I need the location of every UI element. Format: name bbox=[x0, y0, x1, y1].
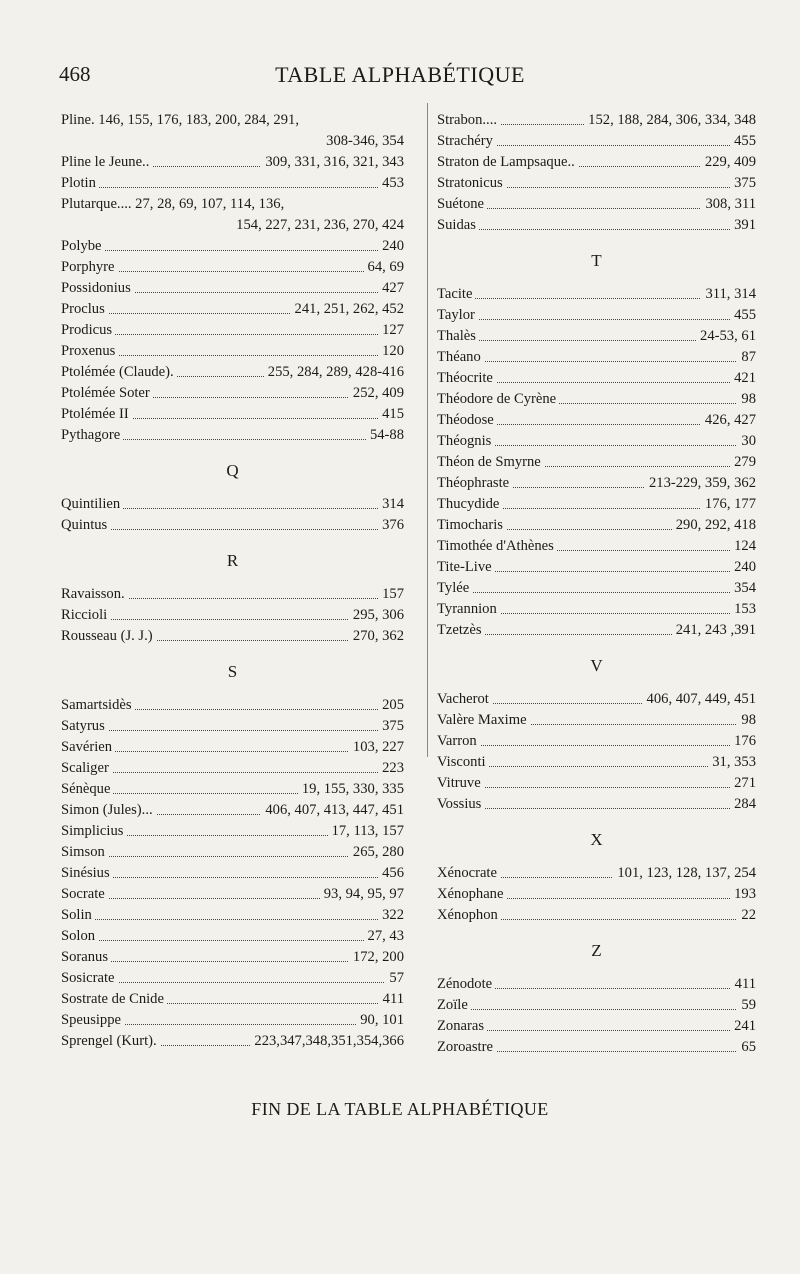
entry-pages: 240 bbox=[730, 557, 756, 578]
index-entry bbox=[437, 305, 756, 326]
index-entry bbox=[61, 863, 404, 884]
entry-name: Ravaisson. bbox=[61, 586, 128, 602]
entry-name: Visconti bbox=[437, 754, 489, 770]
index-entry bbox=[61, 758, 404, 779]
entry-pages: 411 bbox=[379, 989, 404, 1010]
letter-heading-s: S bbox=[227, 662, 238, 681]
entry-name: Théodore de Cyrène bbox=[437, 391, 559, 407]
entry-pages: 65 bbox=[737, 1037, 756, 1058]
entry-pages: 455 bbox=[730, 305, 756, 326]
entry-pages: 146, 155, 176, 183, 200, 284, 291, bbox=[94, 112, 299, 128]
page-title: TABLE ALPHABÉTIQUE bbox=[275, 62, 525, 87]
entry-name: Stratonicus bbox=[437, 175, 506, 191]
entry-name: Suétone bbox=[437, 196, 487, 212]
entry-name: Xénocrate bbox=[437, 865, 500, 881]
entry-name: Vitruve bbox=[437, 775, 484, 791]
entry-name: Suidas bbox=[437, 217, 479, 233]
index-entry bbox=[61, 494, 404, 515]
index-entry bbox=[437, 431, 756, 452]
entry-pages: 391 bbox=[730, 215, 756, 236]
page-number: 468 bbox=[59, 62, 91, 86]
entry-pages: 375 bbox=[378, 716, 404, 737]
entry-pages: 241, 243 ,391 bbox=[672, 620, 756, 641]
entry-pages: 205 bbox=[378, 695, 404, 716]
entry-pages: 120 bbox=[378, 341, 404, 362]
index-entry bbox=[437, 452, 756, 473]
index-entry bbox=[437, 794, 756, 815]
letter-heading-v: V bbox=[590, 656, 603, 675]
index-entry bbox=[61, 173, 404, 194]
entry-pages: 271 bbox=[730, 773, 756, 794]
entry-name: Vacherot bbox=[437, 691, 492, 707]
entry-name: Zénodote bbox=[437, 976, 495, 992]
entry-pages: 172, 200 bbox=[349, 947, 404, 968]
entry-name: Satyrus bbox=[61, 718, 108, 734]
entry-pages: 311, 314 bbox=[701, 284, 756, 305]
entry-pages: 453 bbox=[378, 173, 404, 194]
index-entry bbox=[437, 215, 756, 236]
index-entry bbox=[437, 131, 756, 152]
entry-name: Tzetzès bbox=[437, 622, 485, 638]
entry-pages: 309, 331, 316, 321, 343 bbox=[261, 152, 404, 173]
index-entry bbox=[437, 620, 756, 641]
section-v bbox=[437, 689, 756, 815]
dot-leader bbox=[437, 1009, 756, 1010]
index-entry bbox=[437, 863, 756, 884]
entry-pages: 152, 188, 284, 306, 334, 348 bbox=[584, 110, 756, 131]
letter-heading-q: Q bbox=[226, 461, 239, 480]
index-entry bbox=[437, 557, 756, 578]
entry-name: Possidonius bbox=[61, 280, 134, 296]
index-entry bbox=[437, 1016, 756, 1037]
right-column bbox=[437, 110, 756, 1058]
entry-pages: 93, 94, 95, 97 bbox=[320, 884, 404, 905]
entry-name: Strachéry bbox=[437, 133, 496, 149]
entry-name: Ptolémée II bbox=[61, 406, 132, 422]
index-entry bbox=[437, 515, 756, 536]
section-s-continued bbox=[437, 110, 756, 236]
index-entry bbox=[61, 695, 404, 716]
left-column bbox=[61, 110, 404, 1052]
letter-heading-z: Z bbox=[591, 941, 602, 960]
index-entry bbox=[61, 821, 404, 842]
index-entry bbox=[61, 605, 404, 626]
entry-name: Prodicus bbox=[61, 322, 115, 338]
section-z bbox=[437, 974, 756, 1058]
entry-pages: 101, 123, 128, 137, 254 bbox=[613, 863, 756, 884]
entry-name: Vossius bbox=[437, 796, 484, 812]
entry-pages: 456 bbox=[378, 863, 404, 884]
index-entry bbox=[437, 536, 756, 557]
section-x bbox=[437, 863, 756, 926]
entry-pages: 54-88 bbox=[366, 425, 404, 446]
entry-pages: 157 bbox=[378, 584, 404, 605]
index-entry bbox=[61, 362, 404, 383]
entry-pages: 176, 177 bbox=[701, 494, 756, 515]
entry-name: Sosicrate bbox=[61, 970, 118, 986]
entry-name: Ptolémée (Claude). bbox=[61, 364, 177, 380]
entry-pages: 279 bbox=[730, 452, 756, 473]
entry-name: Proxenus bbox=[61, 343, 118, 359]
entry-pages: 193 bbox=[730, 884, 756, 905]
index-entry bbox=[437, 599, 756, 620]
entry-pages: 27, 28, 69, 107, 114, 136, bbox=[131, 196, 285, 212]
entry-name: Polybe bbox=[61, 238, 105, 254]
entry-pages: 223 bbox=[378, 758, 404, 779]
entry-name: Tite-Live bbox=[437, 559, 495, 575]
entry-name: Théocrite bbox=[437, 370, 496, 386]
entry-pages: 255, 284, 289, 428-416 bbox=[264, 362, 404, 383]
entry-name: Savérien bbox=[61, 739, 115, 755]
index-entry bbox=[61, 926, 404, 947]
section-r bbox=[61, 584, 404, 647]
index-entry bbox=[437, 905, 756, 926]
entry-name: Samartsidès bbox=[61, 697, 135, 713]
entry-pages: 24-53, 61 bbox=[696, 326, 756, 347]
entry-name: Proclus bbox=[61, 301, 108, 317]
end-of-index-note: FIN DE LA TABLE ALPHABÉTIQUE bbox=[251, 1099, 549, 1119]
entry-pages: 124 bbox=[730, 536, 756, 557]
index-entry bbox=[61, 947, 404, 968]
dot-leader bbox=[437, 229, 756, 230]
entry-pages: 415 bbox=[378, 404, 404, 425]
entry-pages: 455 bbox=[730, 131, 756, 152]
entry-name: Théodose bbox=[437, 412, 497, 428]
entry-pages: 98 bbox=[737, 710, 756, 731]
entry-name: Thalès bbox=[437, 328, 479, 344]
entry-name: Sostrate de Cnide bbox=[61, 991, 167, 1007]
dot-leader bbox=[437, 787, 756, 788]
index-entry bbox=[61, 278, 404, 299]
entry-name: Solin bbox=[61, 907, 95, 923]
index-entry bbox=[437, 710, 756, 731]
entry-pages: 22 bbox=[737, 905, 756, 926]
entry-pages: 103, 227 bbox=[349, 737, 404, 758]
entry-pages: 426, 427 bbox=[701, 410, 756, 431]
entry-name: Zonaras bbox=[437, 1018, 487, 1034]
entry-name: Valère Maxime bbox=[437, 712, 530, 728]
section-p-continued bbox=[61, 110, 404, 446]
entry-pages: 31, 353 bbox=[708, 752, 756, 773]
index-entry bbox=[61, 716, 404, 737]
entry-pages: 322 bbox=[378, 905, 404, 926]
index-entry bbox=[61, 152, 404, 173]
dot-leader bbox=[437, 319, 756, 320]
entry-pages: 421 bbox=[730, 368, 756, 389]
entry-name: Strabon.... bbox=[437, 112, 500, 128]
index-entry bbox=[61, 257, 404, 278]
entry-name: Sénèque bbox=[61, 781, 113, 797]
dot-leader bbox=[61, 250, 404, 251]
entry-pages: 213-229, 359, 362 bbox=[645, 473, 756, 494]
entry-pages: 64, 69 bbox=[364, 257, 404, 278]
entry-pages: 295, 306 bbox=[349, 605, 404, 626]
entry-pages: 176 bbox=[730, 731, 756, 752]
entry-pages: 240 bbox=[378, 236, 404, 257]
entry-pages-continued: 308-346, 354 bbox=[326, 133, 404, 149]
entry-name: Solon bbox=[61, 928, 98, 944]
index-entry bbox=[437, 194, 756, 215]
index-entry bbox=[437, 152, 756, 173]
entry-pages: 87 bbox=[737, 347, 756, 368]
index-entry bbox=[437, 995, 756, 1016]
entry-pages: 127 bbox=[378, 320, 404, 341]
letter-heading-r: R bbox=[226, 551, 239, 570]
entry-pages: 57 bbox=[385, 968, 404, 989]
entry-name: Ptolémée Soter bbox=[61, 385, 153, 401]
entry-name: Straton de Lampsaque.. bbox=[437, 154, 578, 170]
index-entry bbox=[61, 425, 404, 446]
entry-name: Porphyre bbox=[61, 259, 118, 275]
entry-name: Rousseau (J. J.) bbox=[61, 628, 156, 644]
index-entry bbox=[61, 383, 404, 404]
dot-leader bbox=[437, 361, 756, 362]
entry-name: Théophraste bbox=[437, 475, 512, 491]
entry-name: Speusippe bbox=[61, 1012, 124, 1028]
index-entry bbox=[61, 320, 404, 341]
index-entry bbox=[61, 1010, 404, 1031]
entry-pages: 19, 155, 330, 335 bbox=[298, 779, 404, 800]
index-entry bbox=[437, 368, 756, 389]
index-entry bbox=[437, 389, 756, 410]
index-entry bbox=[437, 473, 756, 494]
index-entry bbox=[61, 989, 404, 1010]
entry-pages: 98 bbox=[737, 389, 756, 410]
dot-leader bbox=[61, 940, 404, 941]
index-entry bbox=[61, 884, 404, 905]
entry-pages: 406, 407, 449, 451 bbox=[643, 689, 756, 710]
entry-pages: 241, 251, 262, 452 bbox=[291, 299, 404, 320]
entry-name: Sinésius bbox=[61, 865, 113, 881]
index-entry bbox=[61, 194, 404, 236]
entry-name: Théognis bbox=[437, 433, 494, 449]
entry-name: Pline le Jeune.. bbox=[61, 154, 152, 170]
entry-pages: 376 bbox=[378, 515, 404, 536]
index-entry bbox=[61, 341, 404, 362]
entry-name: Simplicius bbox=[61, 823, 126, 839]
entry-name: Tyrannion bbox=[437, 601, 500, 617]
entry-name: Zoroastre bbox=[437, 1039, 496, 1055]
index-entry bbox=[437, 494, 756, 515]
dot-leader bbox=[61, 919, 404, 920]
entry-name: Tacite bbox=[437, 286, 475, 302]
index-entry bbox=[61, 1031, 404, 1052]
entry-pages: 290, 292, 418 bbox=[672, 515, 756, 536]
letter-heading-x: X bbox=[590, 830, 603, 849]
page-header bbox=[0, 62, 800, 98]
index-entry bbox=[61, 236, 404, 257]
entry-pages: 314 bbox=[378, 494, 404, 515]
dot-leader bbox=[437, 745, 756, 746]
entry-name: Simon (Jules)... bbox=[61, 802, 156, 818]
entry-name: Socrate bbox=[61, 886, 108, 902]
entry-pages: 241 bbox=[730, 1016, 756, 1037]
entry-name: Xénophane bbox=[437, 886, 506, 902]
entry-pages: 406, 407, 413, 447, 451 bbox=[261, 800, 404, 821]
entry-pages: 375 bbox=[730, 173, 756, 194]
entry-name: Scaliger bbox=[61, 760, 112, 776]
index-entry bbox=[61, 299, 404, 320]
entry-pages: 411 bbox=[731, 974, 756, 995]
index-entry bbox=[437, 773, 756, 794]
entry-name: Taylor bbox=[437, 307, 478, 323]
entry-pages: 308, 311 bbox=[701, 194, 756, 215]
entry-name: Pythagore bbox=[61, 427, 123, 443]
entry-pages: 17, 113, 157 bbox=[328, 821, 404, 842]
entry-pages-continued: 154, 227, 231, 236, 270, 424 bbox=[236, 217, 404, 233]
section-q bbox=[61, 494, 404, 536]
entry-name: Timocharis bbox=[437, 517, 506, 533]
entry-pages: 354 bbox=[730, 578, 756, 599]
index-entry bbox=[437, 752, 756, 773]
entry-pages: 90, 101 bbox=[356, 1010, 404, 1031]
entry-name: Soranus bbox=[61, 949, 111, 965]
entry-pages: 252, 409 bbox=[349, 383, 404, 404]
index-entry bbox=[61, 800, 404, 821]
entry-pages: 30 bbox=[737, 431, 756, 452]
entry-name: Riccioli bbox=[61, 607, 110, 623]
entry-name: Plutarque.... bbox=[61, 196, 132, 212]
index-entry bbox=[437, 731, 756, 752]
dot-leader bbox=[437, 592, 756, 593]
section-s bbox=[61, 695, 404, 1052]
entry-pages: 153 bbox=[730, 599, 756, 620]
index-entry bbox=[61, 110, 404, 152]
entry-name: Varron bbox=[437, 733, 480, 749]
entry-name: Thucydide bbox=[437, 496, 502, 512]
index-entry bbox=[437, 326, 756, 347]
dot-leader bbox=[61, 772, 404, 773]
index-entry bbox=[61, 584, 404, 605]
entry-name: Xénophon bbox=[437, 907, 501, 923]
entry-pages: 27, 43 bbox=[364, 926, 404, 947]
entry-name: Théano bbox=[437, 349, 484, 365]
index-entry bbox=[437, 884, 756, 905]
entry-pages: 229, 409 bbox=[701, 152, 756, 173]
entry-name: Théon de Smyrne bbox=[437, 454, 544, 470]
entry-pages: 223,347,348,351,354,366 bbox=[250, 1031, 404, 1052]
dot-leader bbox=[61, 529, 404, 530]
dot-leader bbox=[61, 187, 404, 188]
index-entry bbox=[437, 110, 756, 131]
dot-leader bbox=[61, 730, 404, 731]
entry-name: Quintus bbox=[61, 517, 110, 533]
entry-pages: 270, 362 bbox=[349, 626, 404, 647]
index-entry bbox=[61, 842, 404, 863]
entry-name: Zoïle bbox=[437, 997, 471, 1013]
entry-name: Sprengel (Kurt). bbox=[61, 1033, 160, 1049]
entry-pages: 265, 280 bbox=[349, 842, 404, 863]
index-entry bbox=[437, 347, 756, 368]
index-entry bbox=[437, 1037, 756, 1058]
index-entry bbox=[61, 779, 404, 800]
index-entry bbox=[61, 404, 404, 425]
entry-name: Pline. bbox=[61, 112, 95, 128]
entry-pages: 284 bbox=[730, 794, 756, 815]
entry-name: Tylée bbox=[437, 580, 472, 596]
index-entry bbox=[437, 974, 756, 995]
index-entry bbox=[61, 737, 404, 758]
entry-name: Quintilien bbox=[61, 496, 123, 512]
section-t bbox=[437, 284, 756, 641]
index-entry bbox=[437, 689, 756, 710]
letter-heading-t: T bbox=[591, 251, 602, 270]
entry-pages: 59 bbox=[737, 995, 756, 1016]
index-entry bbox=[61, 968, 404, 989]
entry-pages: 427 bbox=[378, 278, 404, 299]
entry-name: Timothée d'Athènes bbox=[437, 538, 557, 554]
index-entry bbox=[437, 410, 756, 431]
index-entry bbox=[437, 578, 756, 599]
entry-name: Simson bbox=[61, 844, 108, 860]
index-entry bbox=[61, 515, 404, 536]
dot-leader bbox=[437, 808, 756, 809]
index-entry bbox=[437, 173, 756, 194]
index-entry bbox=[61, 905, 404, 926]
column-divider bbox=[427, 103, 428, 757]
entry-name: Plotin bbox=[61, 175, 99, 191]
index-entry bbox=[61, 626, 404, 647]
index-entry bbox=[437, 284, 756, 305]
